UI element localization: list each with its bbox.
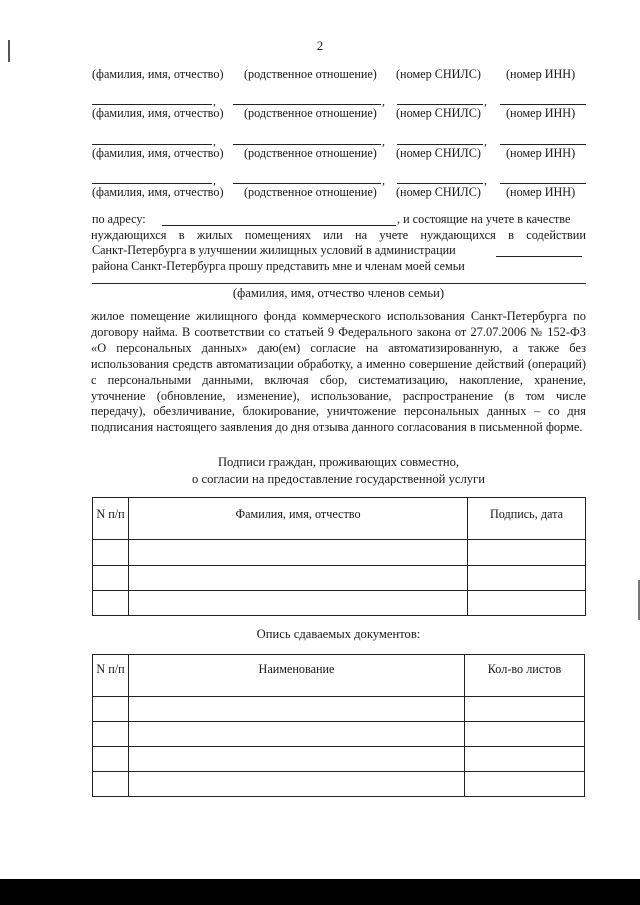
documents-table: [92, 654, 585, 797]
table-row: [93, 591, 586, 616]
caption-fio-1: (фамилия, имя, отчество): [92, 67, 224, 81]
table-row: [93, 747, 585, 772]
scan-bottom-border: [0, 879, 640, 905]
fio-line-2[interactable]: [92, 104, 212, 105]
col-number-header: N п/п: [93, 498, 129, 540]
table-row: [93, 697, 585, 722]
comma: ,: [213, 134, 216, 148]
col-signature-header: Подпись, дата: [468, 498, 586, 540]
caption-inn-3: (номер ИНН): [506, 146, 576, 160]
table-cell[interactable]: [129, 722, 465, 747]
caption-snils-2: (номер СНИЛС): [396, 106, 481, 120]
family-caption: (фамилия, имя, отчество членов семьи): [232, 286, 445, 300]
comma: ,: [382, 134, 385, 148]
fio-line-4[interactable]: [92, 183, 212, 184]
relation-line-2[interactable]: [233, 104, 381, 105]
comma: ,: [213, 94, 216, 108]
col-number-header: N п/п: [93, 655, 129, 697]
comma: ,: [484, 94, 487, 108]
table-cell[interactable]: [129, 566, 468, 591]
table-cell[interactable]: [93, 747, 129, 772]
comma: ,: [484, 134, 487, 148]
address-line[interactable]: [162, 225, 396, 226]
table-cell[interactable]: [93, 697, 129, 722]
caption-relation-1: (родственное отношение): [244, 67, 377, 81]
documents-table-header: [93, 655, 585, 697]
comma: ,: [213, 173, 216, 187]
consent-paragraph: жилое помещение жилищного фонда коммерческого использования Санкт-Петербурга по договору найма. В соответствии со статьей 9 Федерального закона от 27.07.2006 № 152-ФЗ «О персональных данных» даю(ем) согласие на автоматизированную, а также без использования средств автоматизации обработку, а именно совершение действий (операций) с персональными данными, включая сбор, систематизацию, накопление, хранение, уточнение (обновление, изменение), использование, распространение (в том числе передачу), обезличивание, блокирование, уничтожение персональных данных – со дня подписания настоящего заявления до дня отзыва данного согласования в письменной форме.: [91, 309, 586, 435]
signatures-heading-line2: о согласии на предоставление государственной услуги: [192, 472, 485, 486]
table-cell[interactable]: [129, 591, 468, 616]
caption-snils-3: (номер СНИЛС): [396, 146, 481, 160]
signatures-table-header: [93, 498, 586, 540]
comma: ,: [484, 173, 487, 187]
table-cell[interactable]: [93, 772, 129, 797]
table-cell[interactable]: [468, 566, 586, 591]
address-line4: района Санкт-Петербурга прошу представить мне и членам моей семьи: [92, 259, 465, 273]
caption-fio-4: (фамилия, имя, отчество): [92, 185, 224, 199]
table-row: [93, 566, 586, 591]
caption-relation-4: (родственное отношение): [244, 185, 377, 199]
table-cell[interactable]: [465, 747, 585, 772]
administration-line[interactable]: [496, 256, 582, 257]
address-label: по адресу:: [92, 212, 146, 226]
table-cell[interactable]: [465, 772, 585, 797]
caption-fio-2: (фамилия, имя, отчество): [92, 106, 224, 120]
relation-line-3[interactable]: [233, 144, 381, 145]
table-cell[interactable]: [468, 591, 586, 616]
col-pages-header: Кол-во листов: [465, 655, 585, 697]
snils-line-4[interactable]: [397, 183, 483, 184]
snils-line-2[interactable]: [397, 104, 483, 105]
table-cell[interactable]: [93, 566, 129, 591]
table-cell[interactable]: [129, 540, 468, 566]
table-row: [93, 540, 586, 566]
table-cell[interactable]: [468, 540, 586, 566]
caption-inn-2: (номер ИНН): [506, 106, 576, 120]
table-cell[interactable]: [93, 591, 129, 616]
caption-inn-1: (номер ИНН): [506, 67, 576, 81]
table-cell[interactable]: [129, 697, 465, 722]
page-number: 2: [316, 38, 324, 53]
address-line2: нуждающихся в жилых помещениях или на учете нуждающихся в содействии: [91, 228, 586, 242]
inn-line-3[interactable]: [500, 144, 586, 145]
documents-heading: Опись сдаваемых документов:: [256, 627, 421, 641]
family-members-line[interactable]: [92, 283, 586, 284]
table-row: [93, 722, 585, 747]
comma: ,: [382, 173, 385, 187]
col-name-header: Наименование: [129, 655, 465, 697]
caption-relation-2: (родственное отношение): [244, 106, 377, 120]
address-line3: Санкт-Петербурга в улучшении жилищных условий в администрации: [92, 243, 456, 257]
signatures-table: [92, 497, 586, 616]
table-cell[interactable]: [465, 722, 585, 747]
table-cell[interactable]: [93, 722, 129, 747]
signatures-heading-line1: Подписи граждан, проживающих совместно,: [217, 455, 460, 469]
caption-snils-4: (номер СНИЛС): [396, 185, 481, 199]
fio-line-3[interactable]: [92, 144, 212, 145]
comma: ,: [382, 94, 385, 108]
caption-relation-3: (родственное отношение): [244, 146, 377, 160]
address-line1-tail: , и состоящие на учете в качестве: [397, 212, 571, 226]
snils-line-3[interactable]: [397, 144, 483, 145]
caption-fio-3: (фамилия, имя, отчество): [92, 146, 224, 160]
table-row: [93, 772, 585, 797]
col-fio-header: Фамилия, имя, отчество: [129, 498, 468, 540]
table-cell[interactable]: [129, 747, 465, 772]
table-cell[interactable]: [93, 540, 129, 566]
inn-line-2[interactable]: [500, 104, 586, 105]
caption-snils-1: (номер СНИЛС): [396, 67, 481, 81]
relation-line-4[interactable]: [233, 183, 381, 184]
table-cell[interactable]: [129, 772, 465, 797]
table-cell[interactable]: [465, 697, 585, 722]
inn-line-4[interactable]: [500, 183, 586, 184]
caption-inn-4: (номер ИНН): [506, 185, 576, 199]
